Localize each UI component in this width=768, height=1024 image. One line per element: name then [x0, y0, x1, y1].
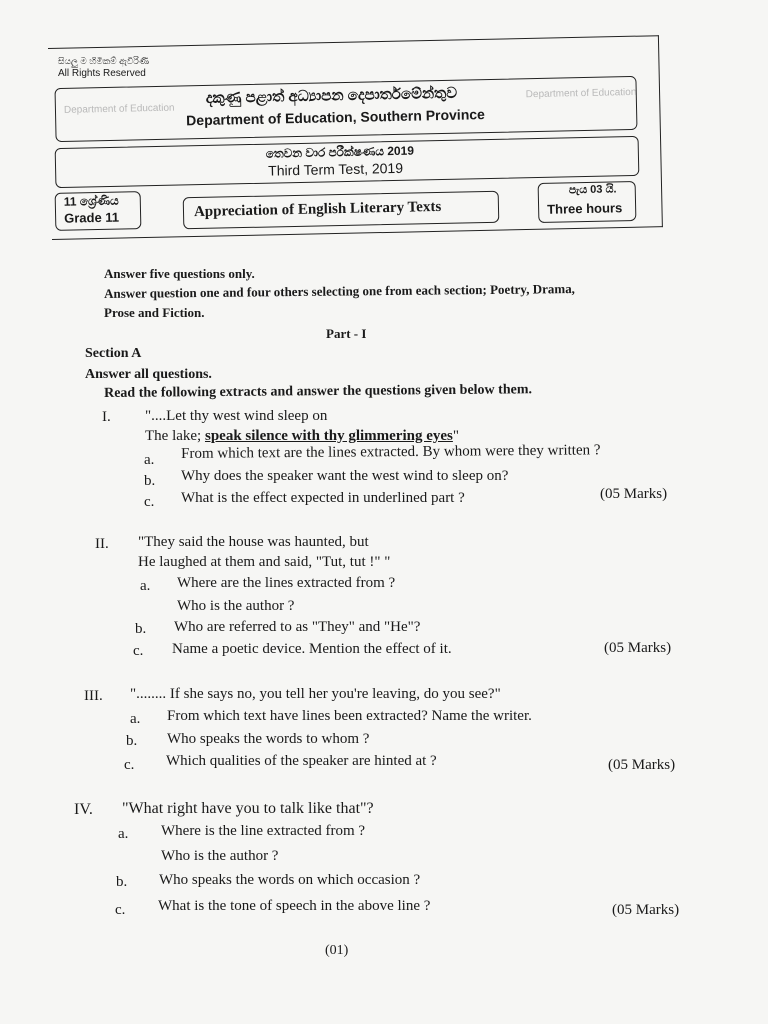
rights-sinhala: සියලු ම හිමිකම් ඇවිරිණි	[58, 56, 149, 66]
sub-letter: b.	[116, 874, 128, 890]
sub-letter: c.	[144, 494, 155, 510]
sub-letter: a.	[144, 452, 155, 468]
marks-label: (05 Marks)	[600, 486, 668, 502]
extract-line: "........ If she says no, you tell her you're leaving, do you see?"	[130, 686, 501, 702]
test-name: Third Term Test, 2019	[267, 159, 404, 179]
section-title: Section A	[85, 346, 142, 361]
instruction-3: Prose and Fiction.	[104, 305, 205, 320]
sub-question: Who speaks the words to whom ?	[167, 731, 370, 747]
department-name: Department of Education, Southern Province	[186, 106, 486, 129]
extract-line	[145, 428, 459, 445]
question-number: II.	[95, 536, 109, 552]
watermark-right: Department of Education	[525, 86, 637, 101]
section-instruction: Answer all questions.	[85, 367, 212, 382]
rights-reserved: All Rights Reserved	[58, 68, 146, 79]
page-number: (01)	[325, 943, 349, 958]
watermark-left: Department of Education	[63, 102, 175, 116]
grade-sinhala: 11 ශ්‍රේණිය	[63, 193, 119, 209]
underlined-extract: speak silence with thy glimmering eyes	[204, 428, 453, 444]
sub-letter: b.	[126, 733, 138, 749]
sub-letter: c.	[124, 757, 135, 773]
sub-question: Which qualities of the speaker are hinted at ?	[166, 753, 437, 769]
read-instruction: Read the following extracts and answer the questions given below them.	[104, 382, 533, 401]
question-number: IV.	[74, 801, 93, 818]
sub-question: Why does the speaker want the west wind to sleep on?	[181, 468, 509, 484]
sub-question: Who is the author ?	[161, 848, 279, 864]
extract-line: He laughed at them and said, "Tut, tut !" "	[138, 554, 391, 570]
duration-box	[538, 181, 637, 223]
sub-question: Where are the lines extracted from ?	[177, 575, 396, 591]
marks-label: (05 Marks)	[604, 640, 672, 656]
sub-question: Who is the author ?	[177, 598, 295, 614]
sub-letter: a.	[118, 826, 129, 842]
part-title: Part - I	[326, 326, 367, 341]
subject-title: Appreciation of English Literary Texts	[193, 198, 442, 221]
subject-box	[183, 191, 500, 230]
sub-question: Who are referred to as "They" and "He"?	[174, 619, 421, 635]
extract-line: "They said the house was haunted, but	[138, 534, 369, 550]
question-number: I.	[102, 409, 111, 425]
sub-letter: a.	[130, 711, 141, 727]
sub-letter: c.	[115, 902, 126, 918]
sub-question: From which text are the lines extracted. By whom were they written ?	[181, 442, 601, 462]
test-sinhala: තෙවන වාර පරීක්ෂණය 2019	[265, 143, 415, 161]
instruction-2: Answer question one and four others selecting one from each section; Poetry, Drama,	[104, 281, 575, 301]
question-number: III.	[84, 688, 103, 704]
grade-box	[55, 191, 142, 231]
instruction-1: Answer five questions only.	[104, 266, 255, 281]
grade-label: Grade 11	[63, 209, 120, 226]
extract-close: "	[452, 428, 460, 444]
sub-question: Where is the line extracted from ?	[161, 823, 366, 839]
sub-question: Name a poetic device. Mention the effect of it.	[172, 641, 452, 657]
duration-sinhala: පැය 03 යි.	[568, 183, 617, 197]
department-sinhala: දකුණු පළාත් අධ්‍යාපන දෙපාර්තමේන්තුව	[205, 84, 458, 107]
extract-line: "What right have you to talk like that"?	[122, 800, 374, 817]
sub-letter: a.	[140, 578, 151, 594]
extract-text: The lake;	[145, 428, 205, 444]
duration-label: Three hours	[546, 200, 623, 217]
extract-line: "....Let thy west wind sleep on	[145, 408, 328, 424]
sub-question: What is the tone of speech in the above line ?	[158, 898, 431, 914]
sub-question: Who speaks the words on which occasion ?	[159, 872, 421, 888]
marks-label: (05 Marks)	[608, 757, 676, 773]
sub-question: From which text have lines been extracted? Name the writer.	[167, 708, 532, 724]
sub-letter: c.	[133, 643, 144, 659]
sub-letter: b.	[135, 621, 147, 637]
sub-question: What is the effect expected in underlined part ?	[181, 490, 465, 506]
marks-label: (05 Marks)	[612, 902, 680, 918]
sub-letter: b.	[144, 473, 156, 489]
